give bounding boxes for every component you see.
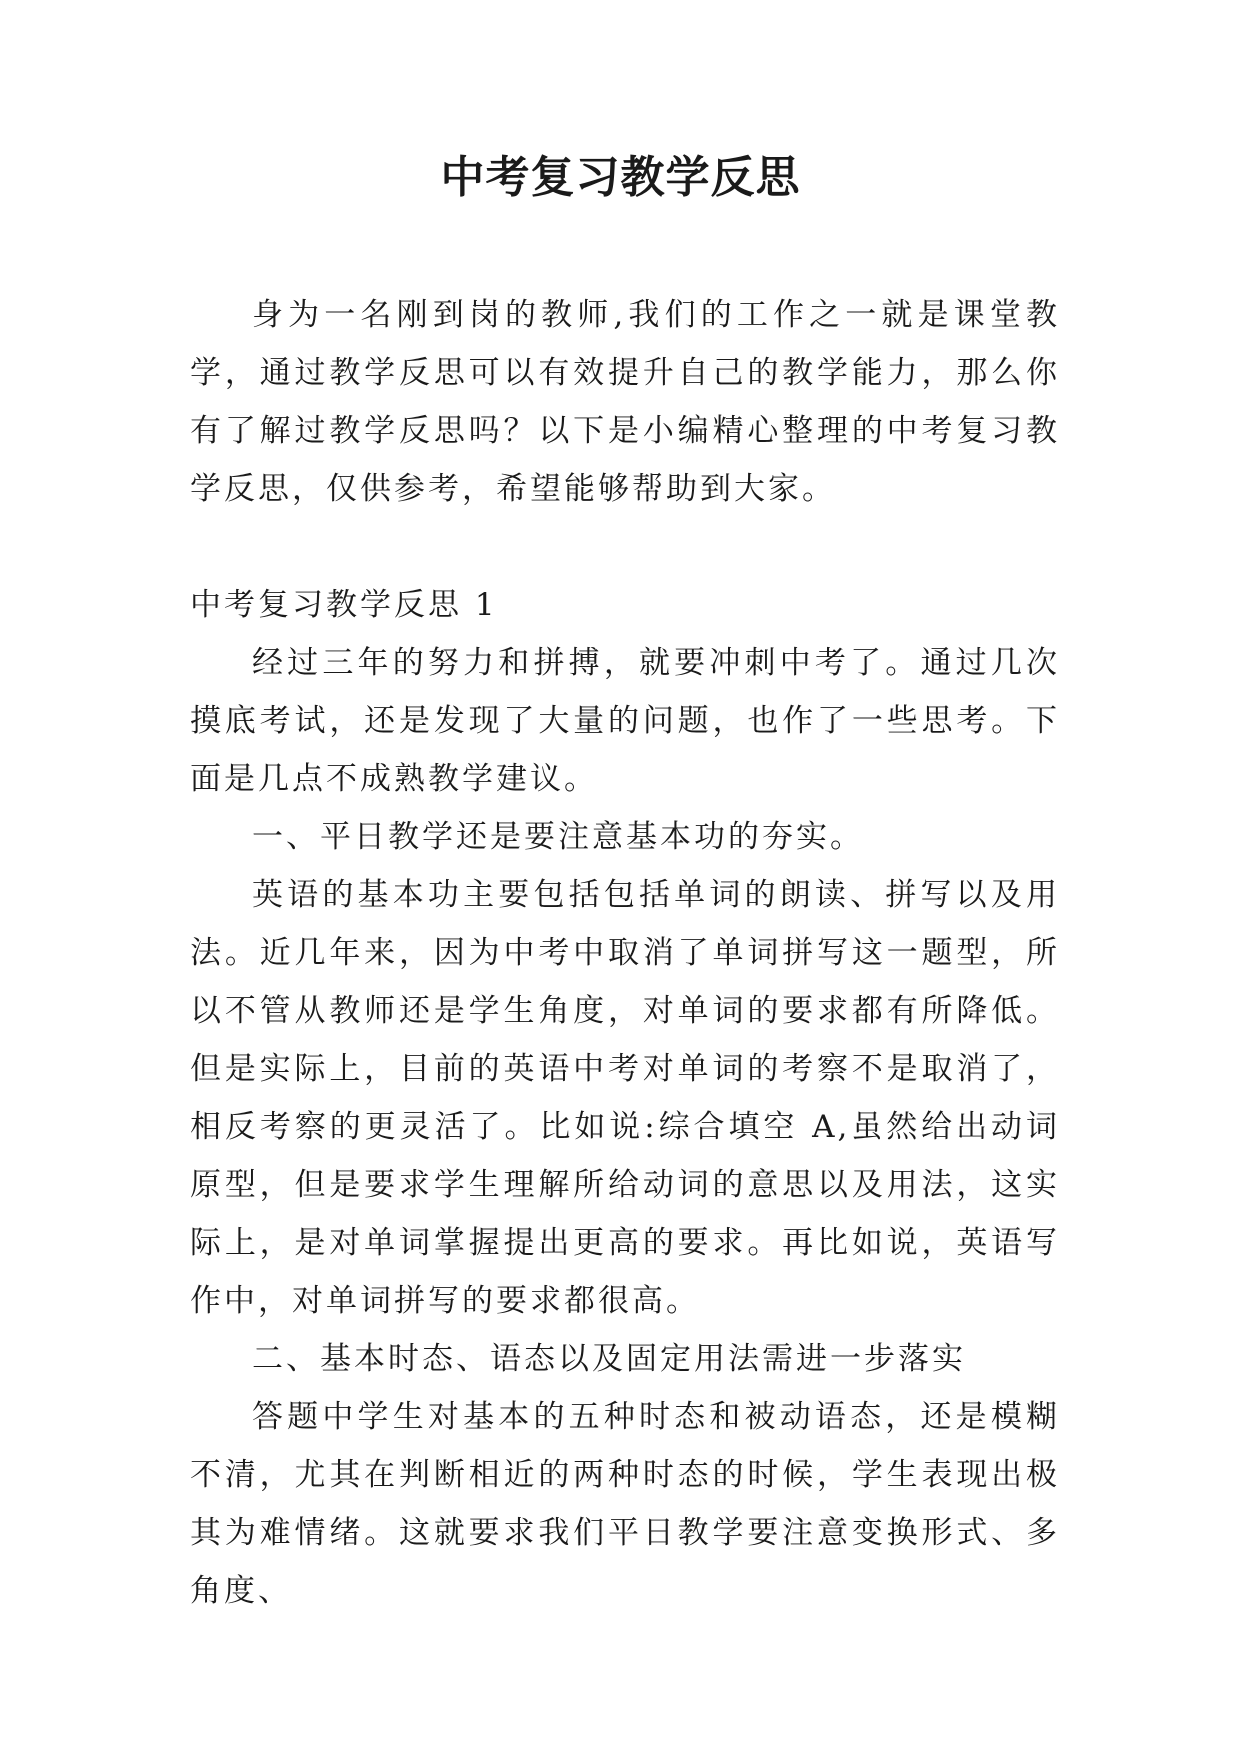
document-body — [190, 286, 1060, 1620]
section-spacer — [190, 518, 1060, 576]
section-heading: 中考复习教学反思 1 — [190, 587, 498, 623]
body-paragraph: 英语的基本功主要包括包括单词的朗读、拼写以及用法。近几年来，因为中考中取消了单词拼写这一题型，所以不管从教师还是学生角度，对单词的要求都有所降低。但是实际上，目前的英语中考对单词的考察不是取消了，相反考察的更灵活了。比如说:综合填空 A,虽然给出动词原型，但是要求学生理解所给动词的意思以及用法，这实际上，是对单词掌握提出更高的要求。再比如说，英语写作中，对单词拼写的要求都很高。 — [190, 877, 1060, 1319]
body-paragraph: 一、平日教学还是要注意基本功的夯实。 — [252, 819, 864, 855]
intro-paragraph: 身为一名刚到岗的教师,我们的工作之一就是课堂教学，通过教学反思可以有效提升自己的教学能力，那么你有了解过教学反思吗？以下是小编精心整理的中考复习教学反思，仅供参考，希望能够帮助到大家。 — [190, 297, 1060, 507]
document-title: 中考复习教学反思 — [440, 152, 801, 203]
body-paragraph: 经过三年的努力和拼搏，就要冲刺中考了。通过几次摸底考试，还是发现了大量的问题，也作了一些思考。下面是几点不成熟教学建议。 — [190, 645, 1060, 797]
body-paragraph: 答题中学生对基本的五种时态和被动语态，还是模糊不清，尤其在判断相近的两种时态的时候，学生表现出极其为难情绪。这就要求我们平日教学要注意变换形式、多角度、 — [190, 1399, 1060, 1609]
body-paragraph: 二、基本时态、语态以及固定用法需进一步落实 — [252, 1341, 966, 1377]
